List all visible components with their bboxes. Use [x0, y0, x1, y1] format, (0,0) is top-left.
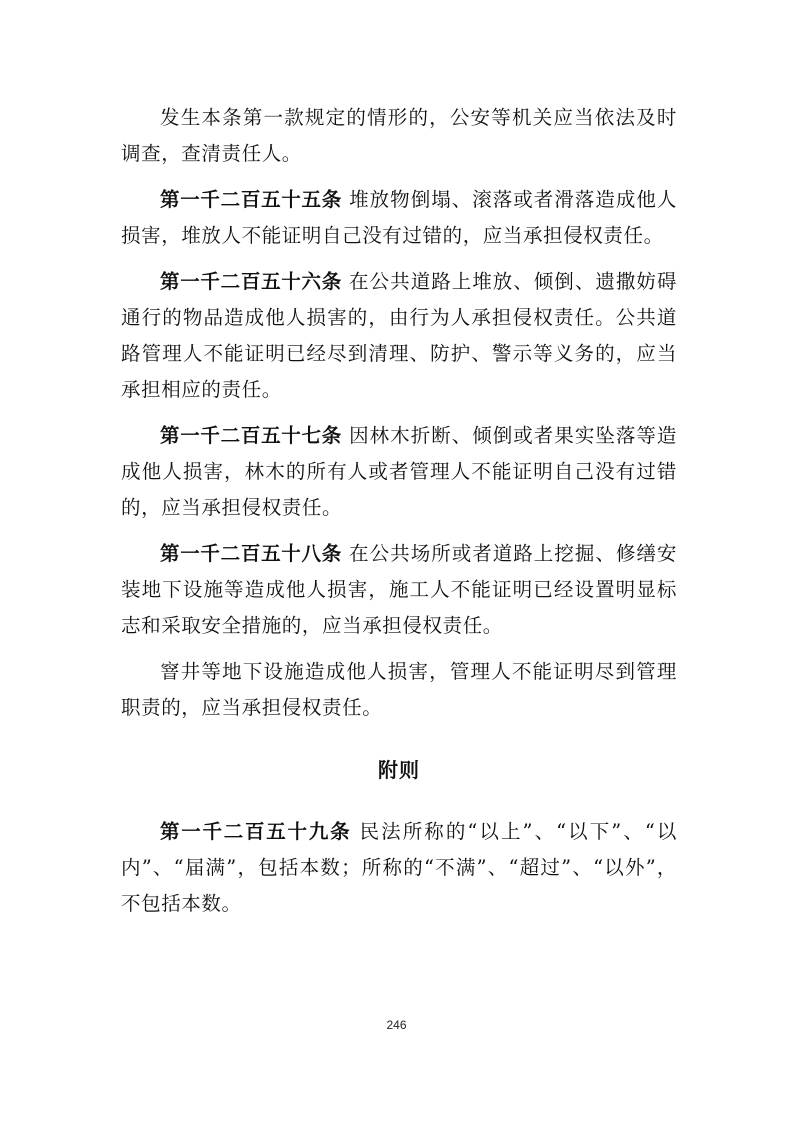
- page-content: [121, 100, 677, 932]
- article-1257: [121, 418, 677, 526]
- paragraph-manhole: [121, 654, 677, 726]
- article-number: 第一千二百五十七条: [160, 424, 342, 447]
- article-text: 因林木折断、倾倒或者果实坠落等造成他人损害，林木的所有人或者管理人不能证明自己没有过错的，应当承担侵权责任。: [121, 424, 677, 519]
- article-text: 在公共场所或者道路上挖掘、修缮安装地下设施等造成他人损害，施工人不能证明已经设置明显标志和采取安全措施的，应当承担侵权责任。: [121, 542, 677, 637]
- article-text: 堆放物倒塌、滚落或者滑落造成他人损害，堆放人不能证明自己没有过错的，应当承担侵权责任。: [121, 188, 677, 247]
- article-1258: [121, 536, 677, 644]
- section-title: 附则: [378, 758, 420, 782]
- article-1259: [121, 814, 677, 922]
- article-number: 第一千二百五十五条: [160, 188, 342, 211]
- article-text: 民法所称的“以上”、“以下”、“以内”、“届满”，包括本数；所称的“不满”、“超过”、“以外”，不包括本数。: [121, 820, 678, 915]
- paragraph-text: 发生本条第一款规定的情形的，公安等机关应当依法及时调查，查清责任人。: [121, 106, 677, 165]
- paragraph-continuation: [121, 100, 677, 172]
- article-1255: [121, 182, 677, 254]
- page-number: 246: [386, 1018, 407, 1032]
- paragraph-text: 窨井等地下设施造成他人损害，管理人不能证明尽到管理职责的，应当承担侵权责任。: [121, 660, 677, 719]
- article-1256: [121, 264, 677, 408]
- article-number: 第一千二百五十九条: [160, 820, 352, 843]
- article-number: 第一千二百五十八条: [160, 542, 342, 565]
- article-number: 第一千二百五十六条: [160, 270, 342, 293]
- article-text: 在公共道路上堆放、倾倒、遗撒妨碍通行的物品造成他人损害的，由行为人承担侵权责任。公共道路管理人不能证明已经尽到清理、防护、警示等义务的，应当承担相应的责任。: [121, 270, 677, 401]
